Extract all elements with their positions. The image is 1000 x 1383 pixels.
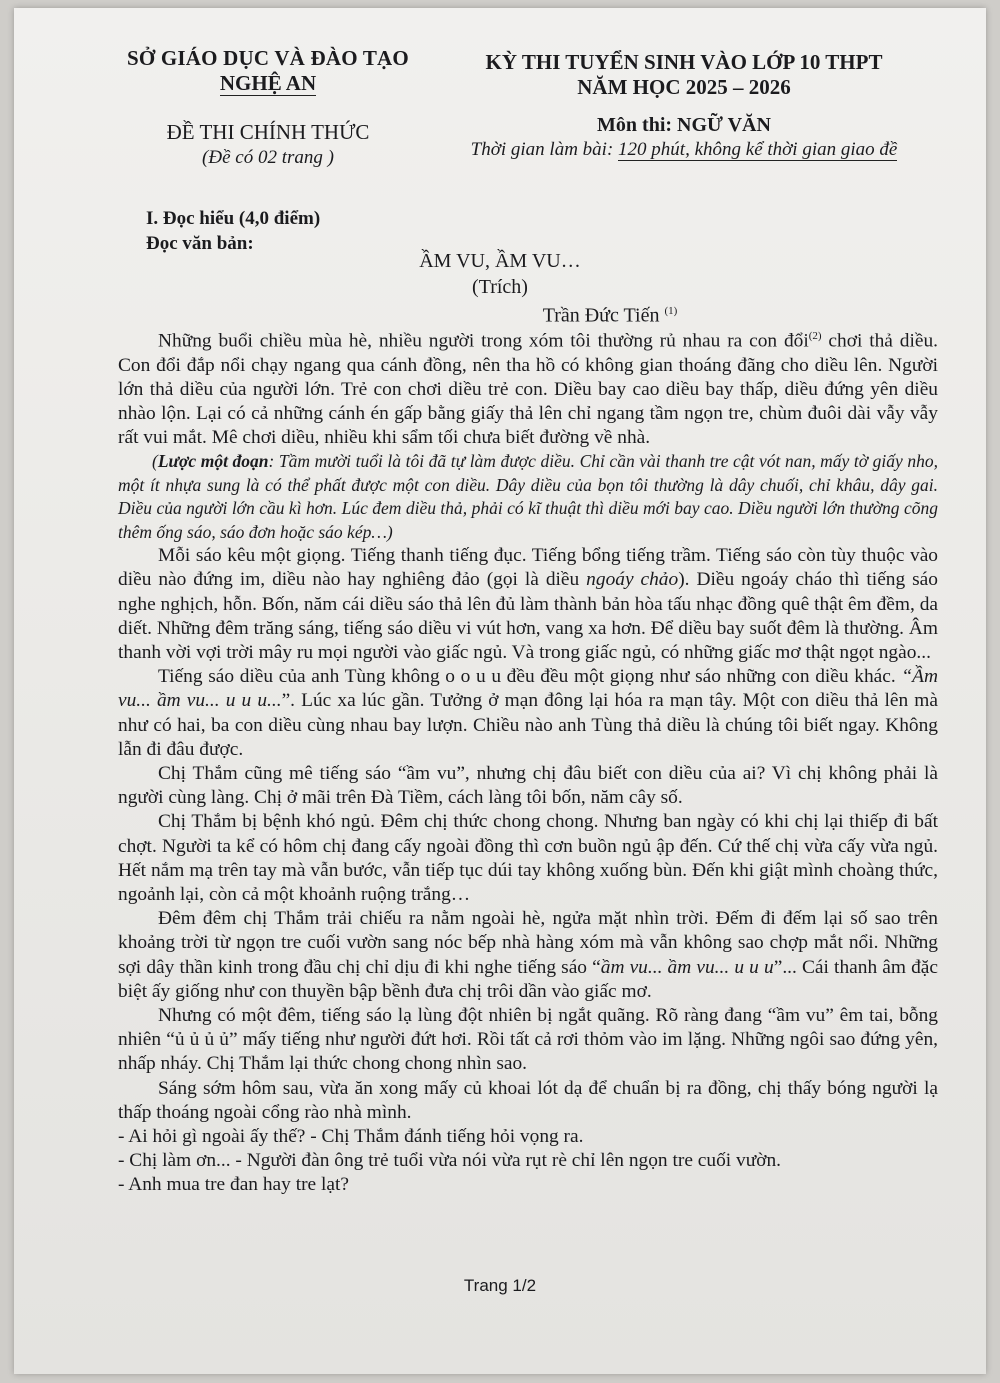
paragraph-3-rest: ”. Lúc xa lúc gần. Tưởng ở mạn đông lại hóa ra mạn tây. Một con diều thả lên mà như có hai, ba con diều cùng nhau bay lượn. Chiều nào anh Tùng thả diều là chúng tôi biết ngay. Không lẫn đi đâu được. <box>118 690 938 760</box>
exam-page <box>14 8 986 1374</box>
time-value: 120 phút, không kể thời gian giao đề <box>618 139 898 160</box>
author-name: Trần Đức Tiến <box>542 304 660 327</box>
subject-line: Môn thi: NGỮ VĂN <box>597 114 771 136</box>
omitted-note-text: : Tầm mười tuổi là tôi đã tự làm được diều. Chỉ cần vài thanh tre cật vót nan, mấy tờ giấy nho, một ít nhựa sung là có thể phất được một con diều. Dây diều của bọn tôi thường là dây chuối, chỉ khâu, dây gai. Diều của người lớn cầu kì hơn. Lúc đem diều thả, phải có kĩ thuật thì diều mới bay cao. Diều người lớn thường cõng thêm ống sáo, sáo đơn hoặc sáo kép…) <box>118 451 938 542</box>
header-right <box>434 50 934 161</box>
exam-name: KỲ THI TUYỂN SINH VÀO LỚP 10 THPT <box>485 50 883 74</box>
paragraph-2-italic: ngoáy chảo <box>586 569 679 591</box>
paragraph-6-text: Đêm đêm chị Thắm trải chiếu ra nằm ngoài hè, ngửa mặt nhìn trời. Đếm đi đếm lại số sao trên khoảng trời từ ngọn tre cuối vườn sang nóc bếp nhà hàng xóm mà vẫn không sao chợp mắt nổi. Những sợi dây thần kinh trong đầu chị chỉ dịu đi khi nghe tiếng sáo “ <box>118 908 938 978</box>
paragraph-7: Nhưng có một đêm, tiếng sáo lạ lùng đột nhiên bị ngắt quãng. Rõ ràng đang “ầm vu” êm tai, bỗng nhiên “ủ ủ ủ ủ” mấy tiếng như người đứt hơi. Rồi tất cả rơi thỏm vào im lặng. Những ngôi sao đứng yên, nhấp nháy. Chị Thắm lại thức chong chong nhìn sao. <box>118 1004 938 1075</box>
paragraph-2-rest: ). Diều ngoáy cháo thì tiếng sáo nghe nghịch, hỗn. Bốn, năm cái diều sáo thả lên đủ làm thành bản hòa tấu nhạc đồng quê thật êm đềm, da diết. Những đêm trăng sáng, tiếng sáo diều vi vút hơn, vang xa hơn. Để diều bay suốt đêm là thường. Âm thanh vời vợi trời mây ru mọi người vào giấc ngủ. Và trong giấc ngủ, có những giấc mơ thật ngọt ngào... <box>118 569 938 663</box>
time-line <box>434 139 934 161</box>
section-instruction: Đọc văn bản: <box>146 233 254 254</box>
page-number: Trang 1/2 <box>463 1276 537 1295</box>
paragraph-2-text: Mỗi sáo kêu một giọng. Tiếng thanh tiếng đục. Tiếng bổng tiếng trầm. Tiếng sáo còn tùy thuộc vào diều nào đứng im, diều nào hay nghiêng đảo (gọi là diều <box>118 545 938 591</box>
passage-excerpt-label: (Trích) <box>472 276 528 298</box>
footnote-mark: (2) <box>808 330 822 342</box>
section-title: I. Đọc hiểu (4,0 điểm) <box>146 208 321 229</box>
time-prefix: Thời gian làm bài: <box>470 139 619 160</box>
paragraph-8: Sáng sớm hôm sau, vừa ăn xong mấy củ khoai lót dạ để chuẩn bị ra đồng, chị thấy bóng người lạ thấp thoáng ngoài cổng rào nhà mình. <box>118 1077 938 1123</box>
school-year: NĂM HỌC 2025 – 2026 <box>577 75 791 99</box>
omitted-note-label: Lược một đoạn <box>157 451 269 472</box>
paragraph-3-text: Tiếng sáo diều của anh Tùng không o o u u đều đều một giọng như sáo những con diều khác. <box>158 666 902 688</box>
paragraph-6-rest: ”... Cái thanh âm đặc biệt ấy giống như con thuyền bập bềnh đưa chị trôi dần vào giấc mơ. <box>118 956 938 1002</box>
paragraph-3-italic: “Ầm vu... ầm vu... u u u... <box>118 666 938 712</box>
paragraph-1 <box>118 324 938 450</box>
paragraph-3 <box>118 665 938 762</box>
header-left <box>118 46 418 169</box>
official-label: ĐỀ THI CHÍNH THỨC <box>166 120 370 144</box>
paragraph-2 <box>118 544 938 665</box>
agency-name: SỞ GIÁO DỤC VÀ ĐÀO TẠO <box>127 46 409 70</box>
passage-body <box>118 324 938 1198</box>
dialogue-line-3: - Anh mua tre đan hay tre lạt? <box>118 1174 349 1196</box>
page-count: (Đề có 02 trang ) <box>202 147 334 168</box>
paragraph-1-rest: chơi thả diều. Con đổi đắp nổi chạy ngang qua cánh đồng, nên tha hồ có không gian thoáng đãng cho diều lên. Người lớn thả diều của người lớn. Trẻ con chơi diều trẻ con. Diều bay cao diều bay thấp, diều đứng yên diều nhào lộn. Lại có cả những cánh én gấp bằng giấy thả lên chỉ ngang tầm ngọn tre, chùm đuôi dài vẫy vẫy rất vui mắt. Mê chơi diều, nhiều khi sẩm tối chưa biết đường về nhà. <box>118 330 938 449</box>
omitted-note: (Lược một đoạn: Tầm mười tuổi là tôi đã tự làm được diều. Chỉ cần vài thanh tre cật vót nan, mấy tờ giấy nho, một ít nhựa sung là có thể phất được một con diều. Dây diều của bọn tôi thường là dây chuối, chỉ khâu, dây gai. Diều của người lớn cầu kì hơn. Lúc đem diều thả, phải có kĩ thuật thì diều mới bay cao. Diều người lớn thường cõng thêm ống sáo, sáo đơn hoặc sáo kép…) <box>118 451 938 542</box>
paragraph-5: Chị Thắm bị bệnh khó ngủ. Đêm chị thức chong chong. Nhưng ban ngày có khi chị lại thiếp đi bất chợt. Người ta kể có hôm chị đang cấy ngoài đồng thì cơn buồn ngủ ập đến. Cứ thế chị vừa cấy vừa ngủ. Hết nắm mạ trên tay mà vẫn bước, vẫn tiếp tục dúi tay không xuống bùn. Đến khi giật mình choàng thức, ngoảnh lại, còn cả một khoảnh ruộng trắng… <box>118 811 938 905</box>
paragraph-4: Chị Thắm cũng mê tiếng sáo “ầm vu”, nhưng chị đâu biết con diều của ai? Vì chị không phải là người cùng làng. Chị ở mãi trên Đà Tiềm, cách làng tôi bốn, năm cây số. <box>118 762 938 809</box>
author-footnote-mark: (1) <box>664 305 678 317</box>
province-name: NGHỆ AN <box>219 71 317 95</box>
dialogue-line-1: - Ai hỏi gì ngoài ấy thế? - Chị Thắm đánh tiếng hỏi vọng ra. <box>118 1125 584 1147</box>
passage-title: ẦM VU, ẦM VU… <box>419 250 581 272</box>
paragraph-1-text: Những buổi chiều mùa hè, nhiều người trong xóm tôi thường rủ nhau ra con đổi <box>158 330 809 352</box>
dialogue-line-2: - Chị làm ơn... - Người đàn ông trẻ tuổi vừa nói vừa rụt rè chỉ lên ngọn tre cuối vườn. <box>118 1150 782 1172</box>
paragraph-6 <box>118 907 938 1004</box>
paragraph-6-italic: ầm vu... ầm vu... u u u <box>600 956 774 978</box>
